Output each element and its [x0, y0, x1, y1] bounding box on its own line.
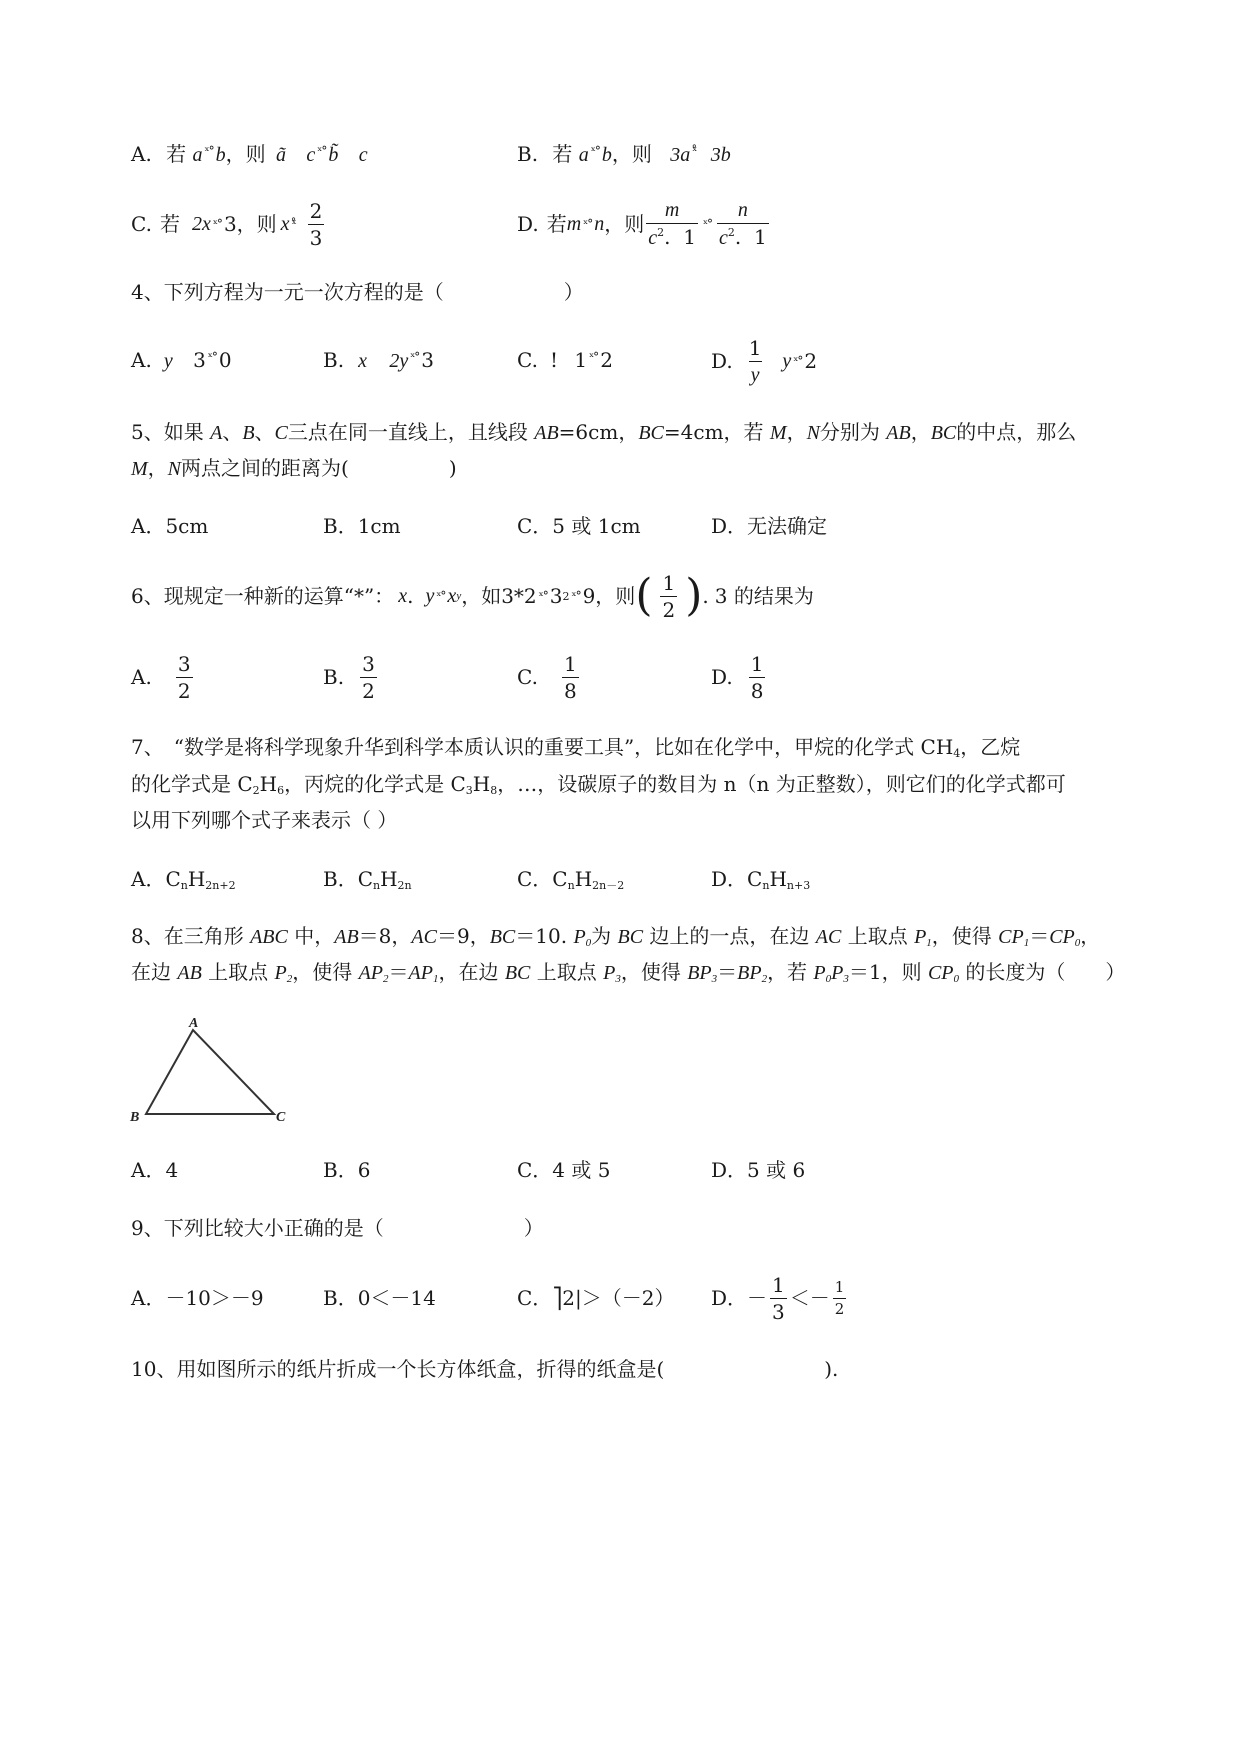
q6-stem: 6、现规定一种新的运算“*”： x . y ˣ° x y ，如3*2 ˣ° 3 2 ˣ° 9，则 ( $\frac{1}{2}$ ) . 3 的结果为 [131, 570, 814, 622]
q3-option-b: B. 若 a $^{ˣ^\circ}$ b，则 3a $^{ˣ̊}$ 3b [517, 142, 731, 166]
q7-option-a: A．$C_nH_{2n+2}$ [131, 867, 236, 892]
q4-option-c: C. ! 1 $^{ˣ^\circ}$ 2 [517, 348, 613, 372]
q6-option-a: A. $\frac{3}{2}$ [131, 651, 191, 703]
q4-option-b: B. x 2y $^{ˣ^\circ}$ 3 [323, 348, 435, 372]
q7-option-d: D．$C_nH_{n+3}$ [711, 867, 811, 892]
q7-stem-line2: 的化学式是 $C_2H_6$，丙烷的化学式是 $C_3H_8$，…，设碳原子的数目为 n（n 为正整数），则它们的化学式都可 [131, 772, 1066, 797]
triangle-abc-figure [126, 1012, 296, 1128]
q5-option-a: A．5cm [131, 514, 209, 538]
q8-option-a: A．4 [131, 1158, 179, 1182]
q6-option-b: B. $\frac{3}{2}$ [323, 651, 375, 703]
q8-option-d: D．5 或 6 [711, 1158, 806, 1182]
q4-stem: 4、下列方程为一元一次方程的是（ ） [131, 280, 584, 304]
q7-stem-line3: 以用下列哪个式子来表示（ ） [131, 808, 398, 832]
q5-option-d: D．无法确定 [711, 514, 828, 538]
q7-option-c: C．$C_nH_{2n-2}$ [517, 867, 625, 892]
q4-option-d: D. $\frac{1}{y}$ y ˣ° 2 [711, 335, 818, 386]
q5-option-b: B．1cm [323, 514, 401, 538]
vertex-label-c: C [276, 1110, 286, 1125]
q3-option-c: C. 若 2x ˣ° 3 ，则 x ˣ̊ $\frac{2}{3}$ [131, 198, 323, 250]
triangle-abc [146, 1030, 274, 1114]
q9-stem: 9、下列比较大小正确的是（ ） [131, 1216, 544, 1240]
q10-stem: 10、用如图所示的纸片折成一个长方体纸盒，折得的纸盒是( ). [131, 1357, 839, 1381]
q9-option-a: A．－10＞－9 [131, 1286, 264, 1310]
q8-option-c: C．4 或 5 [517, 1158, 611, 1182]
q7-option-b: B．$C_nH_{2n}$ [323, 867, 412, 892]
q9-option-d: D．－ $\frac{1}{3}$ ＜－ $\frac{1}{2}$ [711, 1272, 845, 1324]
q3-option-a: A. 若 a $^{ˣ^\circ}$ b，则 ã c $^{ˣ^\circ}$ b̃ c [131, 142, 368, 166]
q7-stem-line1: 7、 “数学是将科学现象升华到科学本质认识的重要工具”，比如在化学中，甲烷的化学式 $CH_4$，乙烷 [131, 735, 1021, 760]
q9-option-c: C．⎤2|＞（－2） [517, 1286, 675, 1310]
q8-stem-line1: 8、在三角形 ABC 中，AB＝8，AC＝9，BC＝10. $P_0$为 BC 边上的一点，在边 AC 上取点 $P_1$，使得 $CP_1=CP_0$， [131, 924, 1101, 949]
q9-option-b: B．0＜－14 [323, 1286, 436, 1310]
q8-option-b: B．6 [323, 1158, 371, 1182]
q3-option-d: D. 若 m ˣ° n ，则 $\frac{m}{c^2. 1}$ ˣ° $\frac{n}{c^2. 1}$ [517, 199, 767, 249]
vertex-label-a: A [189, 1016, 199, 1031]
q5-stem-line2: M，N两点之间的距离为( ) [131, 456, 457, 480]
q8-stem-line2: 在边 AB 上取点 $P_2$，使得 $AP_2=AP_1$，在边 BC 上取点 $P_3$，使得 $BP_3=BP_2$，若 $P_0P_3=1$，则 $CP_0$ 的长度为（ ） [131, 960, 1126, 985]
q5-stem-line1: 5、如果 A、B、C三点在同一直线上，且线段 AB=6cm，BC=4cm，若 M，N分别为 AB，BC的中点，那么 [131, 420, 1077, 444]
vertex-label-b: B [130, 1110, 140, 1125]
q5-option-c: C．5 或 1cm [517, 514, 641, 538]
q4-option-a: A. y 3 $^{ˣ^\circ}$ 0 [131, 348, 232, 372]
q6-option-d: D. $\frac{1}{8}$ [711, 651, 764, 703]
q6-option-c: C. $\frac{1}{8}$ [517, 651, 577, 703]
